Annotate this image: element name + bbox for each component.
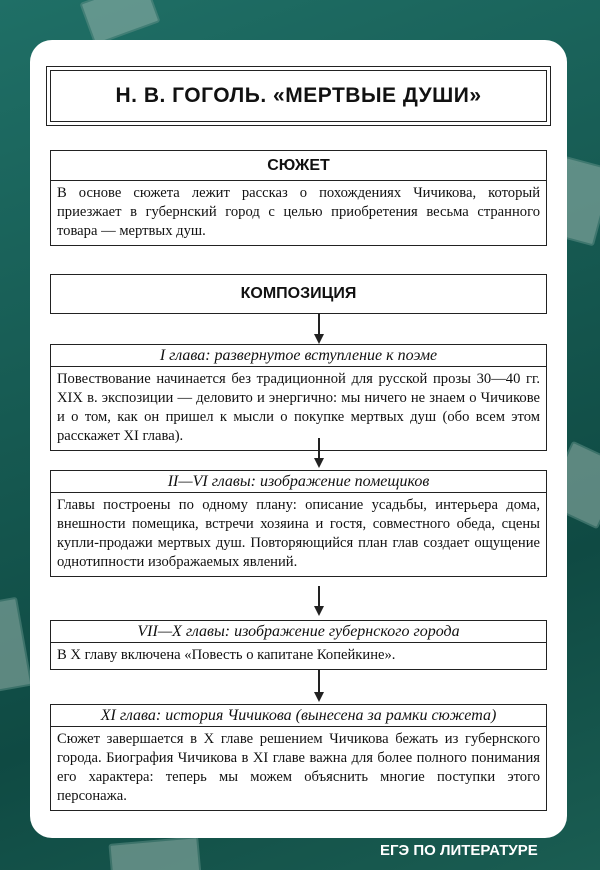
chapter-text: В X главу включена «Повесть о капитане Копейкине». [57, 647, 396, 663]
chapter-heading: II—VI главы: изображение помещиков [51, 471, 546, 493]
arrow-down-icon [314, 586, 324, 616]
arrow-down-icon [314, 314, 324, 344]
chapter-heading: XI глава: история Чичикова (вынесена за рамки сюжета) [51, 705, 546, 727]
chapter-section [50, 344, 547, 451]
chapter-section [50, 470, 547, 577]
chapter-section [50, 704, 547, 811]
chapter-text: Главы построены по одному плану: описание усадьбы, интерьера дома, внешности помещика, встречи хозяина и гостя, совместного обеда, сцены купли-продажи мертвых душ. Повторяющийся план глав создает ощущение однотипности изображаемых явлений. [57, 497, 540, 570]
background-book-decoration [0, 597, 32, 693]
plot-text: В основе сюжета лежит рассказ о похождениях Чичикова, который приезжает в губернский город с целью приобретения весьма странного товара — мертвых душ. [57, 185, 540, 239]
page-title: Н. В. ГОГОЛЬ. «МЕРТВЫЕ ДУШИ» [115, 84, 482, 107]
composition-heading [50, 274, 547, 314]
plot-box [50, 150, 547, 246]
arrow-down-icon [314, 670, 324, 702]
chapter-section [50, 620, 547, 670]
composition-heading-text: КОМПОЗИЦИЯ [240, 285, 357, 302]
chapter-text: Сюжет завершается в X главе решением Чичикова бежать из губернского города. Биография Чичикова в XI главе важна для более полного понимания его характера: теперь мы можем объяснить многие поступки этого персонажа. [57, 731, 540, 804]
plot-heading: СЮЖЕТ [51, 151, 546, 181]
chapter-heading: I глава: развернутое вступление к поэме [51, 345, 546, 367]
chapter-heading: VII—X главы: изображение губернского города [51, 621, 546, 643]
background-book-decoration [79, 0, 160, 46]
footer-label: ЕГЭ ПО ЛИТЕРАТУРЕ [380, 842, 538, 859]
title-box [50, 70, 547, 122]
arrow-down-icon [314, 438, 324, 468]
info-card [30, 40, 567, 838]
chapter-text: Повествование начинается без традиционной для русской прозы 30—40 гг. XIX в. экспозиции — деловито и энергично: мы ничего не знаем о Чичикове и о том, как он пришел к мысли о покупке мертвых душ (обо всем этом расскажет XI глава). [57, 371, 540, 444]
background-book-decoration [108, 836, 201, 870]
